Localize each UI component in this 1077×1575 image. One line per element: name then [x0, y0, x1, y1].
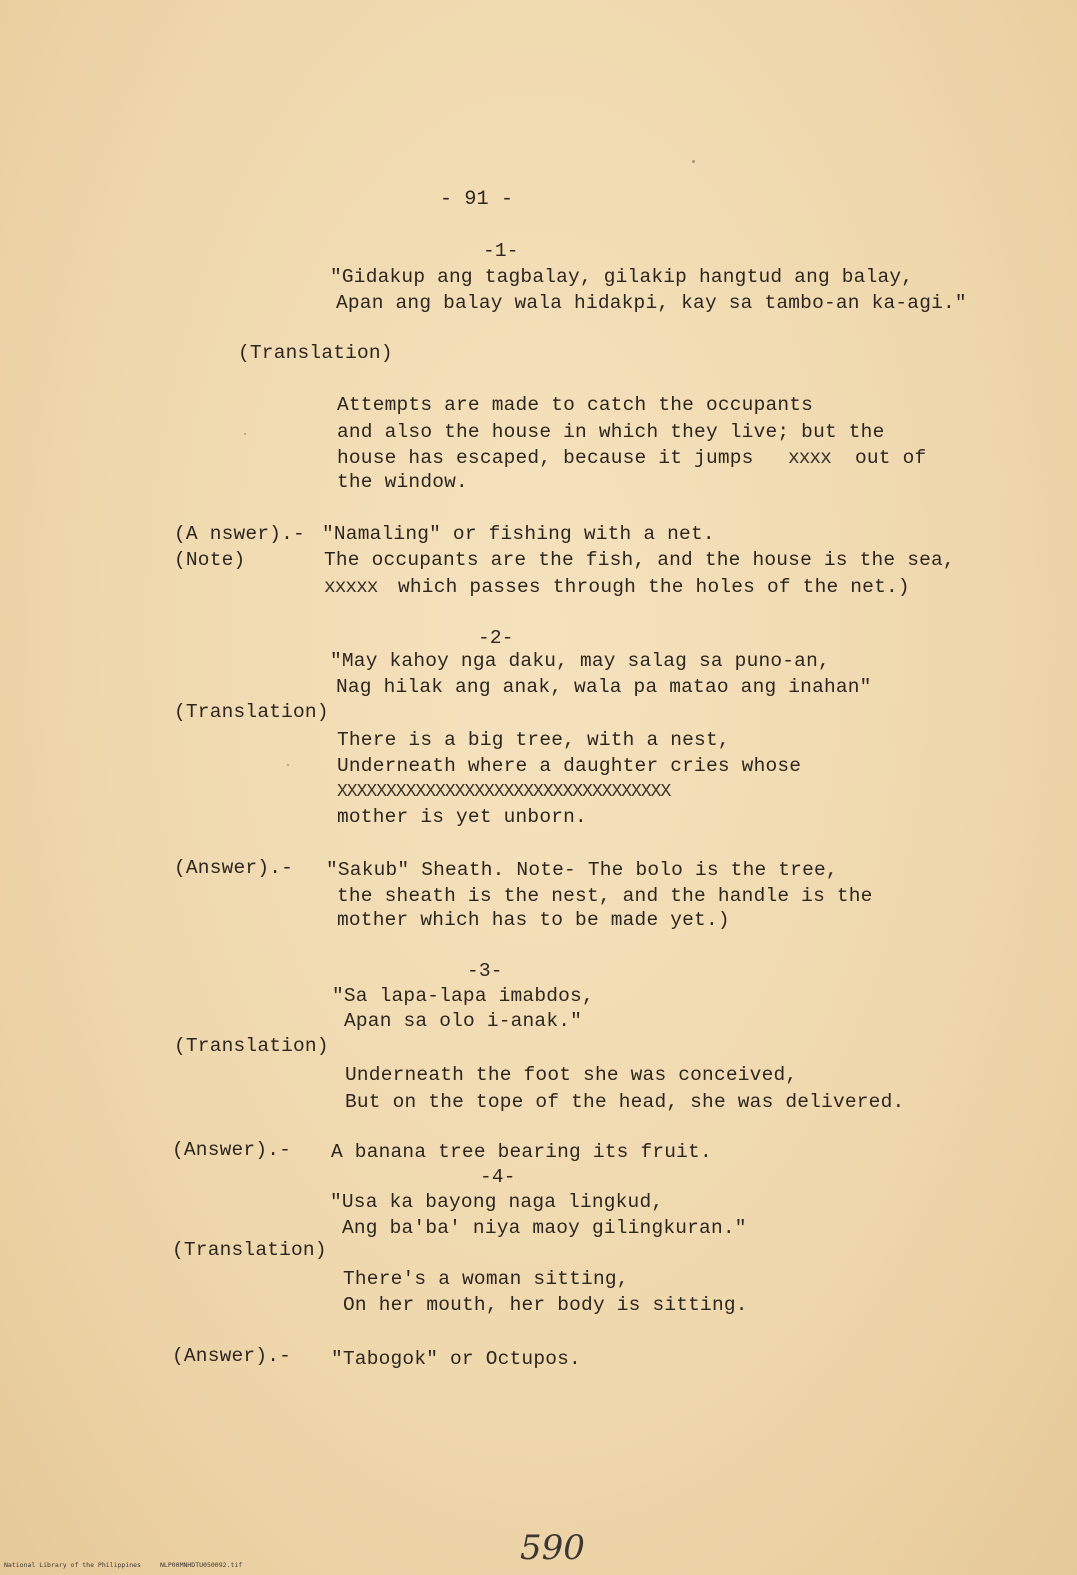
riddle-4-translation-line-2: On her mouth, her body is sitting.	[343, 1294, 748, 1316]
riddle-1-answer-text: "Namaling" or fishing with a net.	[322, 523, 715, 545]
riddle-2-translation-label: (Translation)	[174, 701, 329, 723]
riddle-1-note-line-2: which passes through the holes of the net.)	[398, 576, 910, 598]
riddle-4-answer-label: (Answer).-	[172, 1345, 292, 1367]
riddle-1-translation-line-4: the window.	[337, 471, 468, 493]
riddle-1-note-line-1: The occupants are the fish, and the house is the sea,	[324, 549, 955, 571]
riddle-2-answer-label: (Answer).-	[174, 857, 294, 879]
riddle-1-number: -1-	[483, 240, 519, 262]
riddle-3-answer-text: A banana tree bearing its fruit.	[331, 1141, 712, 1163]
riddle-4-translation-line-1: There's a woman sitting,	[343, 1268, 629, 1290]
riddle-1-translation-line-1: Attempts are made to catch the occupants	[337, 394, 814, 416]
riddle-2-translation-line-1: There is a big tree, with a nest,	[337, 729, 730, 751]
riddle-2-answer-line-1: "Sakub" Sheath. Note- The bolo is the tree,	[326, 859, 838, 881]
page-number: - 91 -	[440, 188, 514, 211]
riddle-1-translation-line-3: house has escaped, because it jumps	[337, 447, 754, 469]
footer-library-name: National Library of the Philippines	[4, 1561, 141, 1569]
handwritten-page-number: 590	[520, 1528, 585, 1568]
riddle-3-translation-line-2: But on the tope of the head, she was delivered.	[345, 1091, 905, 1113]
riddle-2-translation-line-2: Underneath where a daughter cries whose	[337, 755, 802, 777]
riddle-4-translation-label: (Translation)	[172, 1239, 327, 1261]
riddle-2-line-1: "May kahoy nga daku, may salag sa puno-an,	[330, 650, 830, 672]
riddle-3-line-2: Apan sa olo i-anak."	[344, 1010, 583, 1032]
paper-speck	[287, 764, 289, 766]
riddle-2-struck-line: XXXXXXXXXXXXXXXXXXXXXXXXXXXXXXXXXX	[337, 782, 671, 802]
paper-speck	[692, 160, 695, 163]
riddle-1-translation-label: (Translation)	[238, 342, 393, 364]
riddle-1-line-1: "Gidakup ang tagbalay, gilakip hangtud ang balay,	[330, 266, 914, 288]
riddle-2-answer-line-2: the sheath is the nest, and the handle is the	[337, 885, 873, 907]
riddle-1-line-2: Apan ang balay wala hidakpi, kay sa tambo-an ka-agi."	[336, 292, 967, 314]
riddle-2-answer-line-3: mother which has to be made yet.)	[337, 909, 730, 931]
riddle-3-answer-label: (Answer).-	[172, 1139, 292, 1161]
riddle-3-translation-line-1: Underneath the foot she was conceived,	[345, 1064, 798, 1086]
riddle-4-number: -4-	[480, 1166, 516, 1188]
riddle-1-translation-line-3b: out of	[855, 447, 927, 469]
paper-speck	[244, 433, 246, 435]
riddle-3-translation-label: (Translation)	[174, 1035, 329, 1057]
riddle-1-note-struck: xxxxx	[324, 576, 378, 598]
riddle-3-number: -3-	[467, 960, 503, 982]
riddle-1-struck-word: xxxx	[788, 447, 831, 469]
riddle-4-line-2: Ang ba'ba' niya maoy gilingkuran."	[342, 1217, 747, 1239]
riddle-4-answer-text: "Tabogok" or Octupos.	[331, 1348, 581, 1370]
riddle-1-note-label: (Note)	[174, 549, 246, 571]
footer-file-name: NLP00MNHDTU050092.tif	[160, 1561, 243, 1569]
riddle-3-line-1: "Sa lapa-lapa imabdos,	[332, 985, 594, 1007]
riddle-2-translation-line-3: mother is yet unborn.	[337, 806, 587, 828]
riddle-4-line-1: "Usa ka bayong naga lingkud,	[330, 1191, 664, 1213]
riddle-1-answer-label: (A nswer).-	[174, 523, 305, 545]
riddle-2-line-2: Nag hilak ang anak, wala pa matao ang inahan"	[336, 676, 872, 698]
riddle-2-number: -2-	[478, 627, 514, 649]
riddle-1-translation-line-2: and also the house in which they live; but the	[337, 421, 885, 443]
